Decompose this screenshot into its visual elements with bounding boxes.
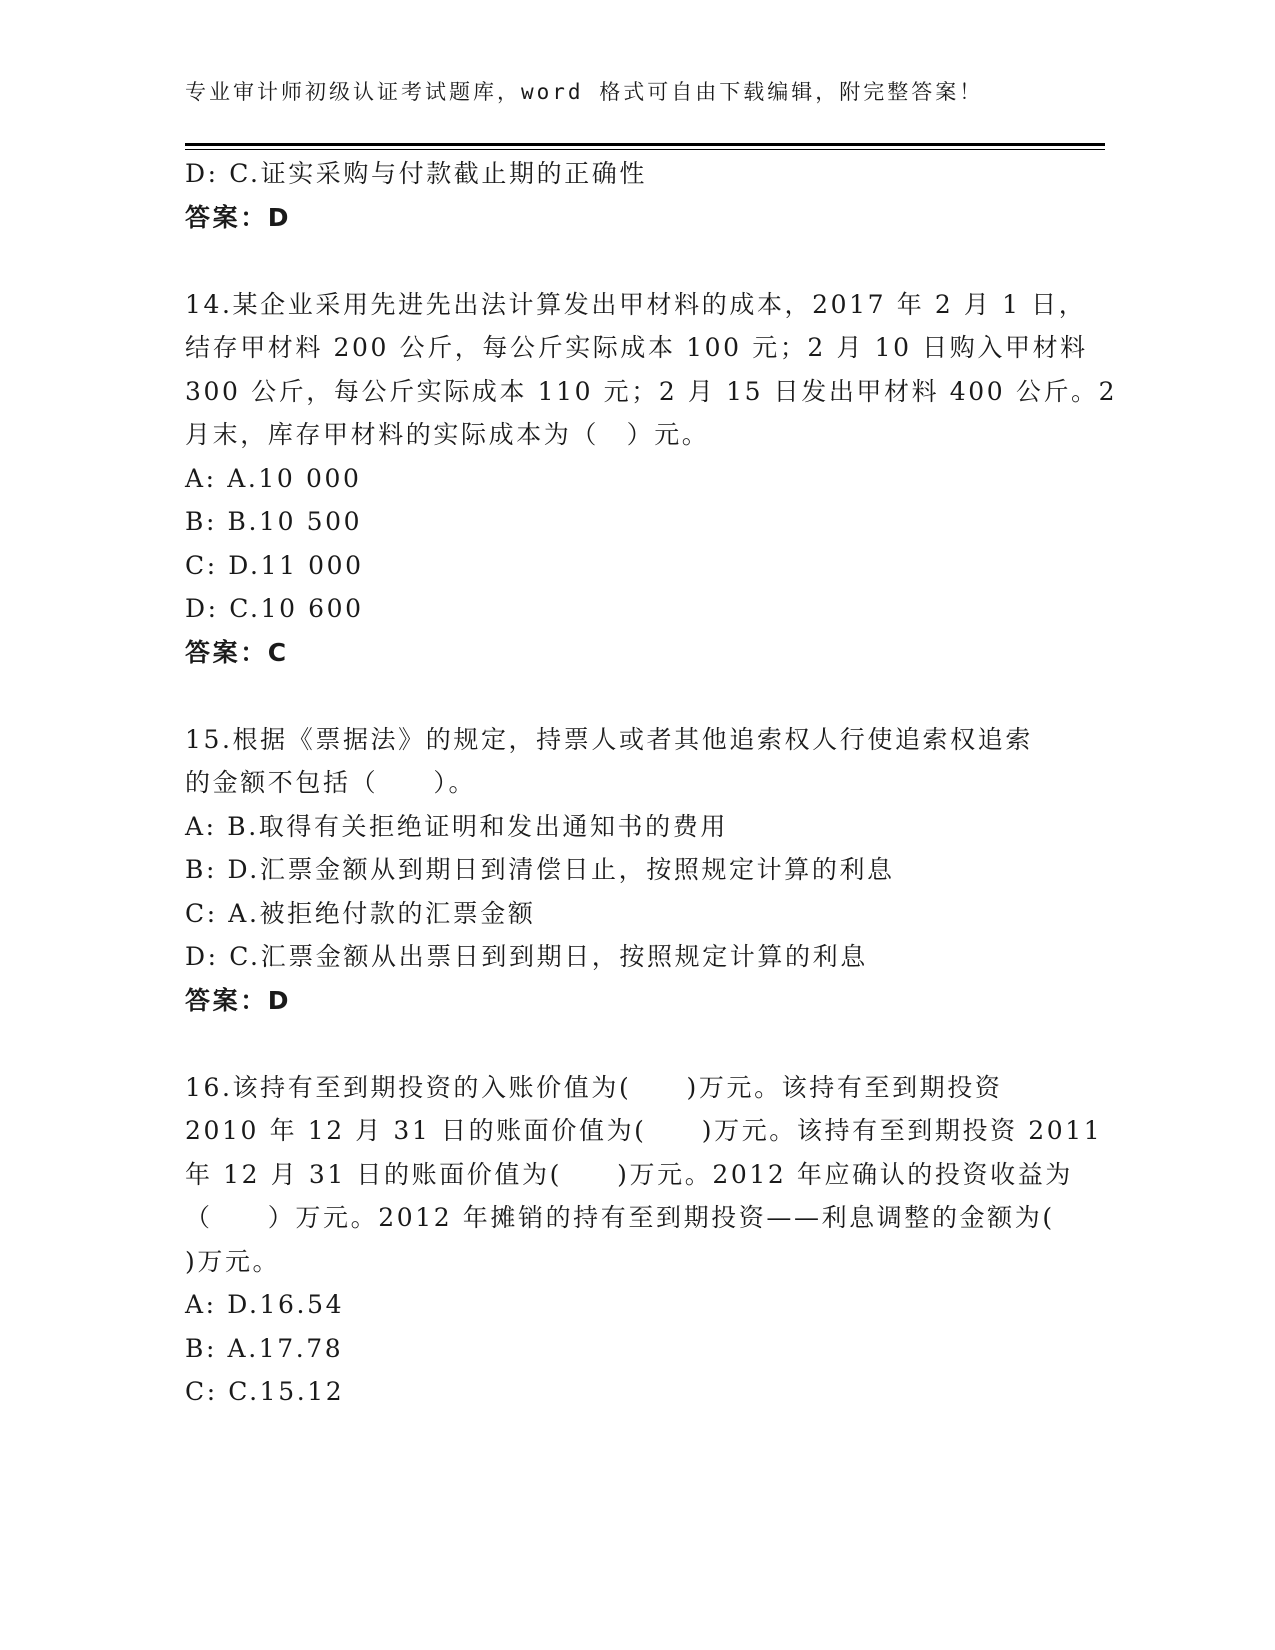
q14-option-a: A: A.10 000 — [185, 463, 362, 493]
q15-option-b: B: D.汇票金额从到期日到清偿日止，按照规定计算的利息 — [185, 855, 895, 884]
q14-answer: 答案：C — [185, 637, 289, 667]
q14-stem-line: 结存甲材料 200 公斤，每公斤实际成本 100 元；2 月 10 日购入甲材料 — [185, 333, 1088, 362]
q16-option-c: C: C.15.12 — [185, 1377, 345, 1406]
spacer — [185, 1022, 1055, 1066]
q16-stem-line: )万元。 — [185, 1246, 281, 1276]
q16-stem-line: 16.该持有至到期投资的入账价值为( )万元。该持有至到期投资 — [185, 1072, 1003, 1102]
q16-option-a: A: D.16.54 — [185, 1290, 345, 1319]
q14-stem-line: 14.某企业采用先进先出法计算发出甲材料的成本，2017 年 2 月 1 日， — [185, 289, 1087, 319]
q16-option-b: B: A.17.78 — [185, 1333, 344, 1363]
q15-option-d: D: C.汇票金额从出票日到到期日，按照规定计算的利息 — [185, 942, 868, 971]
question-14 — [185, 283, 1118, 675]
q14-stem-line: 月末，库存甲材料的实际成本为（ ）元。 — [185, 420, 710, 449]
question-16 — [185, 1066, 1103, 1414]
q15-answer: 答案：D — [185, 985, 292, 1015]
q16-stem-line: 2010 年 12 月 31 日的账面价值为( )万元。该持有至到期投资 2011 — [185, 1116, 1103, 1145]
q15-option-c: C: A.被拒绝付款的汇票金额 — [185, 898, 536, 928]
q16-stem-line: 年 12 月 31 日的账面价值为( )万元。2012 年应确认的投资收益为 — [185, 1159, 1073, 1189]
header-rule-thick — [185, 143, 1105, 146]
q16-stem-line: （ ）万元。2012 年摊销的持有至到期投资——利息调整的金额为( — [185, 1203, 1055, 1232]
header-rule-thin — [185, 149, 1105, 150]
question-15 — [185, 718, 1055, 1023]
page-header: 专业审计师初级认证考试题库，word 格式可自由下载编辑，附完整答案！ — [185, 80, 984, 104]
q15-option-a: A: B.取得有关拒绝证明和发出通知书的费用 — [185, 811, 728, 841]
q15-stem-line: 15.根据《票据法》的规定，持票人或者其他追索权人行使追索权追索 — [185, 724, 1033, 754]
q14-stem-line: 300 公斤，每公斤实际成本 110 元；2 月 15 日发出甲材料 400 公斤。2 — [185, 376, 1118, 406]
q13-answer: 答案：D — [185, 202, 292, 232]
q14-option-d: D: C.10 600 — [185, 594, 364, 623]
spacer — [185, 674, 1055, 718]
question-content — [185, 152, 1118, 1414]
spacer — [185, 239, 1055, 283]
q14-option-c: C: D.11 000 — [185, 550, 364, 580]
q15-stem-line: 的金额不包括（ ）。 — [185, 768, 477, 797]
q13-option-d: D: C.证实采购与付款截止期的正确性 — [185, 159, 647, 188]
q14-option-b: B: B.10 500 — [185, 507, 363, 536]
